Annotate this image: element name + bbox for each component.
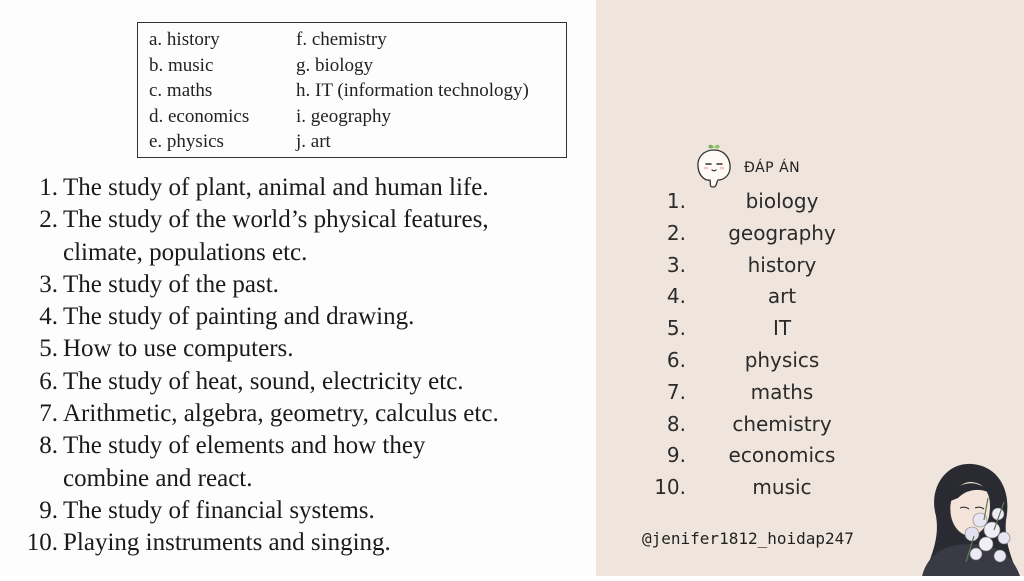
- answer-item: [640, 439, 940, 471]
- question-item: [22, 430, 592, 495]
- question-text: The study of painting and drawing.: [63, 303, 415, 331]
- word-bank-item: h. IT (information technology): [296, 80, 529, 101]
- question-item: [22, 366, 592, 398]
- answer-number: 6.: [666, 347, 686, 372]
- answer-word: economics: [728, 443, 836, 468]
- question-number: 3.: [39, 270, 58, 298]
- question-text: combine and react.: [63, 464, 253, 492]
- word-bank-item: b. music: [149, 54, 214, 76]
- word-bank-item: f. chemistry: [296, 29, 387, 50]
- answer-item: [640, 344, 940, 376]
- answer-number: 1.: [666, 189, 686, 213]
- author-credit: @jenifer1812_hoidap247: [642, 529, 854, 548]
- question-item: [22, 204, 592, 269]
- word-bank-item: i. geography: [296, 105, 391, 127]
- question-number: 1.: [39, 174, 58, 201]
- word-bank-item: a. history: [149, 29, 220, 50]
- question-number: 5.: [39, 335, 58, 363]
- answer-number: 5.: [666, 316, 686, 341]
- answer-item: [640, 471, 940, 503]
- question-text: The study of elements and how they: [63, 432, 426, 460]
- answer-number: 2.: [666, 220, 686, 245]
- answer-item: [640, 280, 940, 312]
- answer-item: [640, 376, 940, 408]
- answer-word: history: [747, 252, 817, 277]
- question-text: The study of the world’s physical features,: [63, 206, 489, 234]
- question-text: Arithmetic, algebra, geometry, calculus etc.: [63, 400, 499, 428]
- word-bank-item: c. maths: [149, 80, 213, 101]
- question-item: [22, 527, 592, 559]
- answer-word: physics: [744, 347, 820, 372]
- answer-word: art: [767, 284, 797, 309]
- answer-item: [640, 185, 940, 217]
- question-text: The study of financial systems.: [63, 496, 375, 524]
- word-bank-item: j. art: [296, 131, 331, 152]
- answers-title: ĐÁP ÁN: [744, 160, 801, 176]
- word-bank-box: [137, 22, 567, 158]
- bean-sprout-icon: [694, 143, 734, 189]
- word-bank-column-1: [149, 27, 249, 155]
- answer-number: 7.: [666, 379, 686, 404]
- question-item: [22, 333, 592, 365]
- question-text: Playing instruments and singing.: [63, 529, 391, 557]
- word-bank-item: e. physics: [149, 131, 224, 152]
- answer-list: [640, 185, 940, 503]
- answer-word: chemistry: [732, 411, 832, 436]
- answer-word: music: [752, 475, 812, 500]
- question-number: 9.: [39, 496, 58, 524]
- answer-item: [640, 217, 940, 249]
- answer-number: 4.: [666, 284, 686, 309]
- answer-number: 8.: [666, 411, 686, 436]
- question-text: The study of heat, sound, electricity etc.: [63, 367, 464, 395]
- question-text: The study of plant, animal and human life.: [63, 174, 489, 201]
- question-list: [22, 172, 592, 560]
- question-number: 8.: [39, 432, 58, 460]
- girl-with-flowers-illustration: [914, 458, 1024, 576]
- answer-word: maths: [750, 379, 814, 404]
- question-number: 6.: [39, 367, 58, 395]
- answer-word: IT: [772, 316, 792, 341]
- question-number: 10.: [26, 529, 58, 557]
- question-item: [22, 398, 592, 430]
- question-text: How to use computers.: [63, 335, 294, 363]
- question-item: [22, 172, 592, 204]
- answer-number: 9.: [666, 443, 686, 468]
- answer-item: [640, 408, 940, 440]
- word-bank-column-2: [296, 27, 529, 155]
- question-item: [22, 269, 592, 301]
- question-text: The study of the past.: [63, 270, 279, 298]
- question-text: climate, populations etc.: [63, 238, 308, 266]
- word-bank-item: g. biology: [296, 54, 374, 76]
- answer-number: 10.: [654, 475, 686, 500]
- answer-word: biology: [745, 189, 819, 213]
- answer-word: geography: [728, 220, 836, 245]
- question-number: 2.: [39, 206, 58, 234]
- question-item: [22, 495, 592, 527]
- answer-item: [640, 249, 940, 281]
- question-number: 7.: [39, 400, 58, 428]
- question-number: 4.: [39, 303, 58, 331]
- question-item: [22, 301, 592, 333]
- answer-number: 3.: [666, 252, 686, 277]
- answer-item: [640, 312, 940, 344]
- word-bank-item: d. economics: [149, 105, 250, 127]
